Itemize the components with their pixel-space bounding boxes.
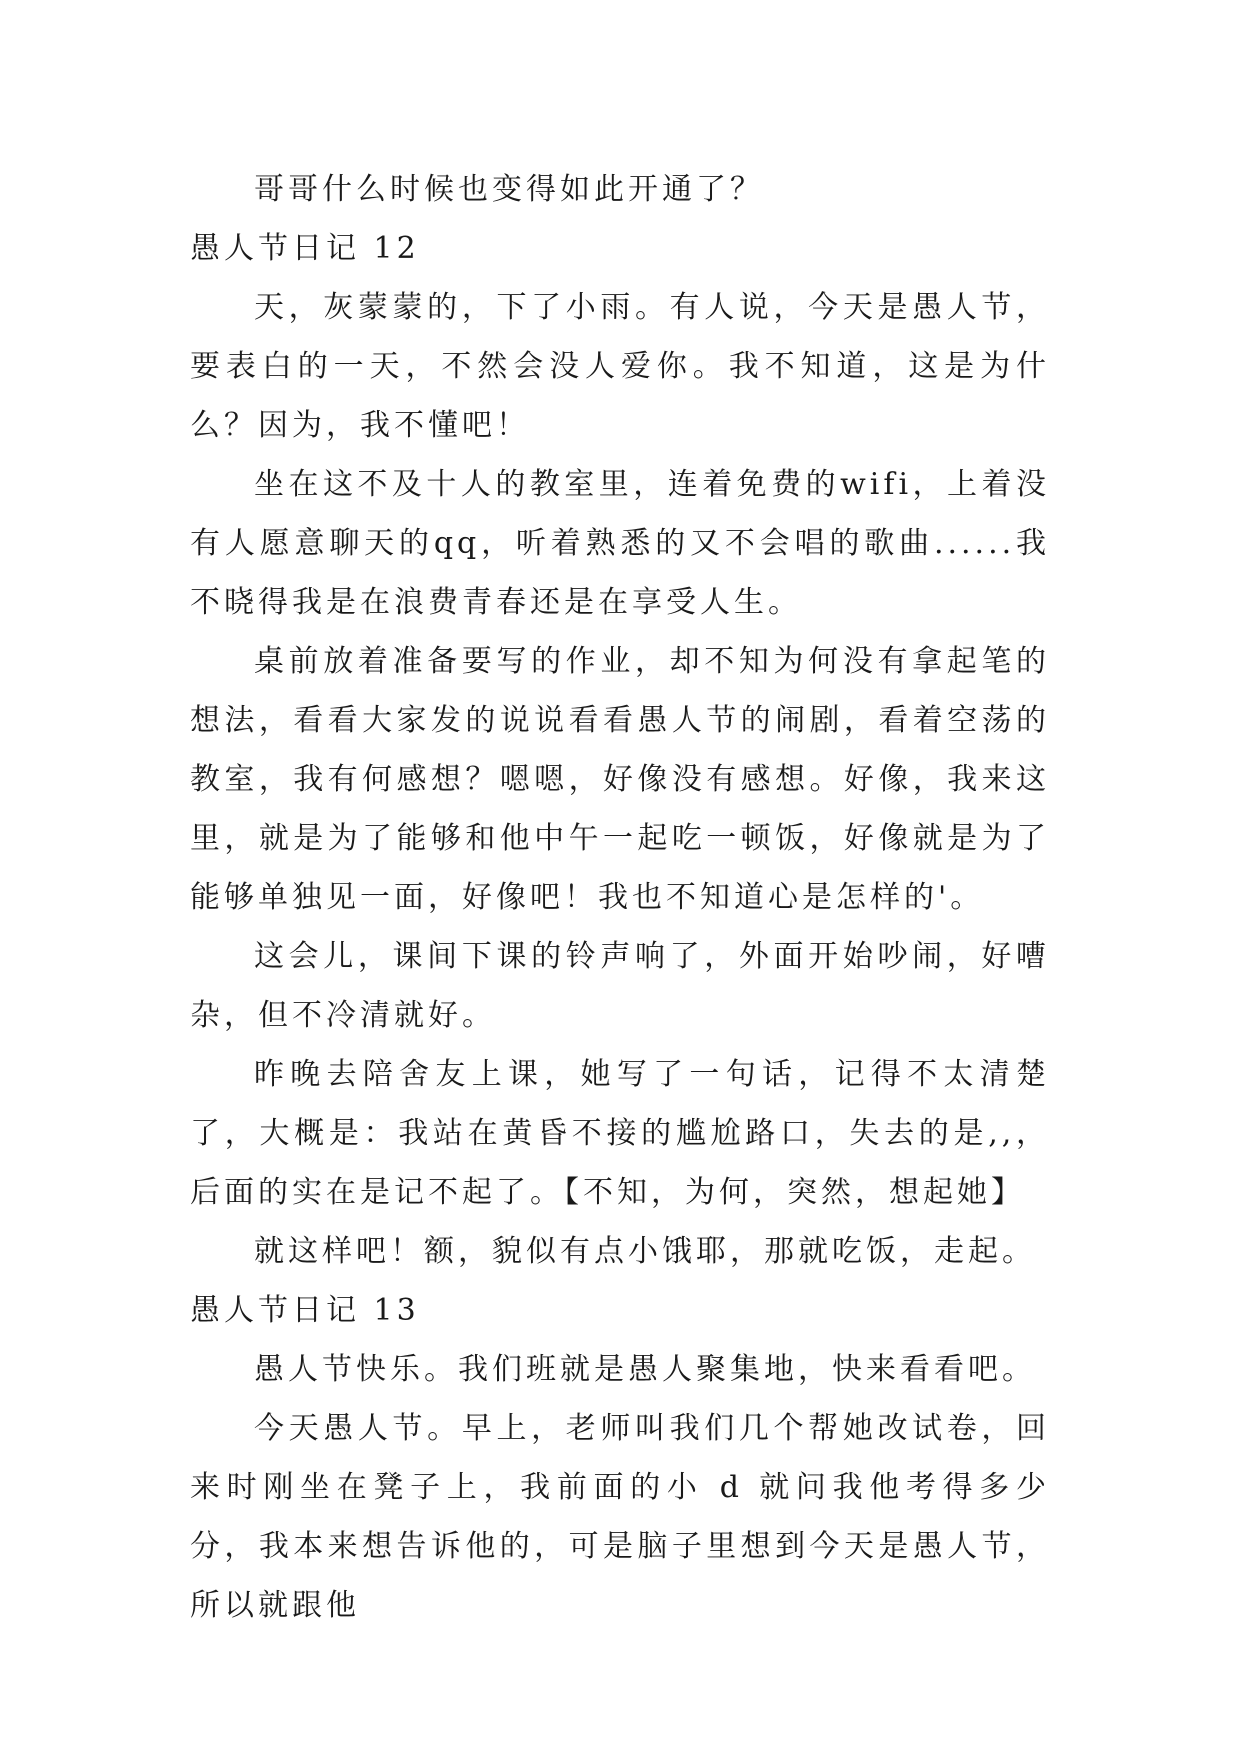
section-heading: 愚人节日记 13 bbox=[190, 1293, 420, 1328]
paragraph: 哥哥什么时候也变得如此开通了？ bbox=[254, 172, 764, 207]
paragraph: 昨晚去陪舍友上课，她写了一句话，记得不太清楚了，大概是：我站在黄昏不接的尴尬路口，失去的是,,，后面的实在是记不起了。【不知，为何，突然，想起她】 bbox=[190, 1057, 1050, 1210]
paragraph: 就这样吧！额，貌似有点小饿耶，那就吃饭，走起。 bbox=[254, 1234, 1036, 1269]
paragraph: 坐在这不及十人的教室里，连着免费的wifi，上着没有人愿意聊天的qq，听着熟悉的又不会唱的歌曲......我不晓得我是在浪费青春还是在享受人生。 bbox=[190, 467, 1050, 620]
paragraph: 愚人节快乐。我们班就是愚人聚集地，快来看看吧。 bbox=[254, 1352, 1036, 1387]
section-heading: 愚人节日记 12 bbox=[190, 231, 420, 266]
paragraph: 桌前放着准备要写的作业，却不知为何没有拿起笔的想法，看看大家发的说说看看愚人节的闹剧，看着空荡的教室，我有何感想？嗯嗯，好像没有感想。好像，我来这里，就是为了能够和他中午一起吃一顿饭，好像就是为了能够单独见一面，好像吧！我也不知道心是怎样的'。 bbox=[190, 644, 1050, 915]
paragraph: 今天愚人节。早上，老师叫我们几个帮她改试卷，回来时刚坐在凳子上，我前面的小 d 就问我他考得多少分，我本来想告诉他的，可是脑子里想到今天是愚人节，所以就跟他 bbox=[190, 1411, 1050, 1623]
paragraph: 天，灰蒙蒙的，下了小雨。有人说，今天是愚人节，要表白的一天，不然会没人爱你。我不知道，这是为什么？因为，我不懂吧！ bbox=[190, 290, 1050, 443]
document-body bbox=[190, 160, 1050, 1635]
paragraph: 这会儿，课间下课的铃声响了，外面开始吵闹，好嘈杂，但不冷清就好。 bbox=[190, 939, 1050, 1033]
